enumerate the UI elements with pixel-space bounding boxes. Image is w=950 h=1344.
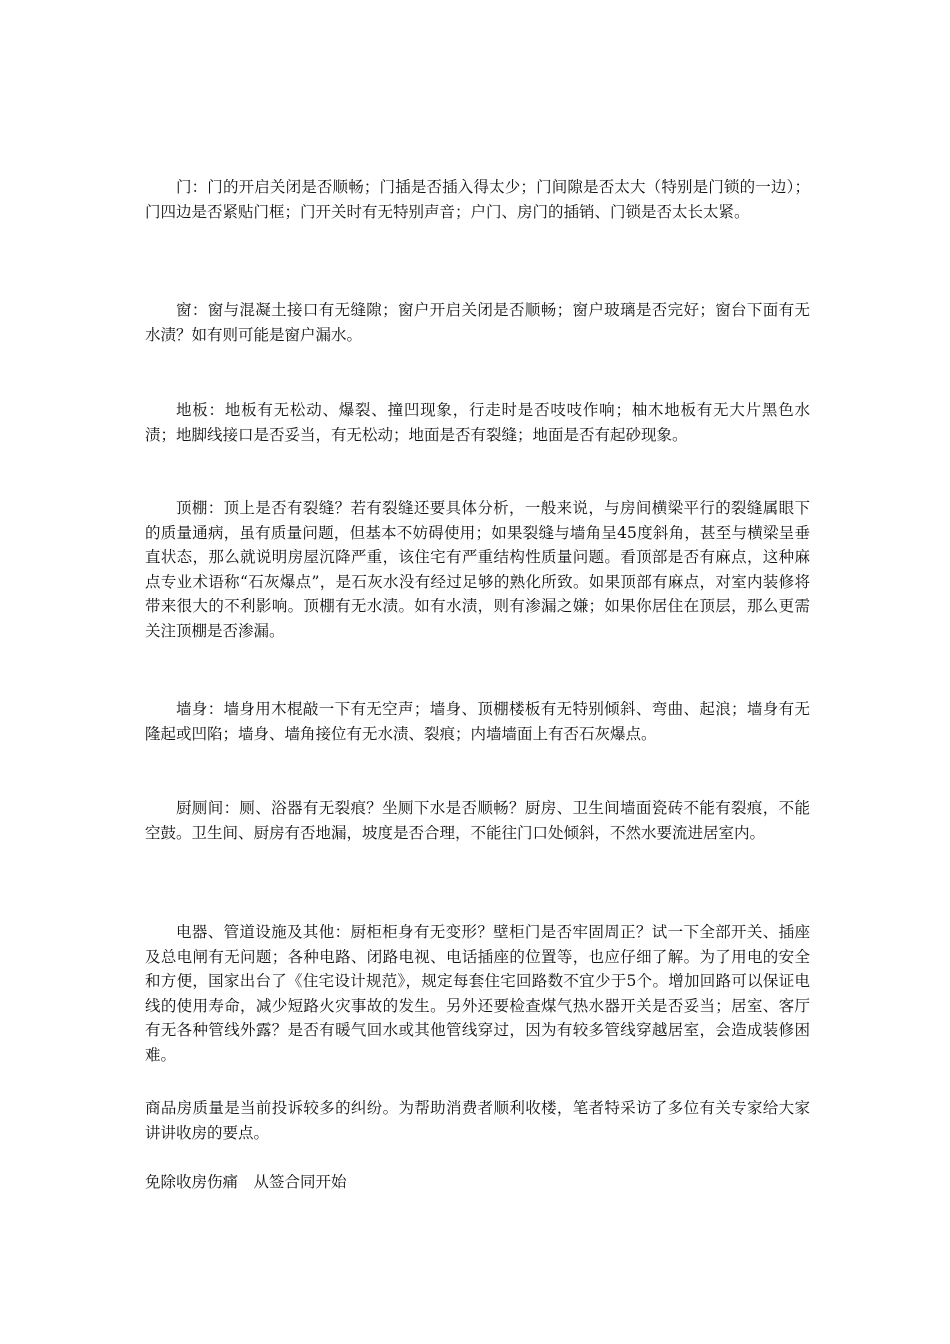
paragraph-utilities: 电器、管道设施及其他：厨柜柜身有无变形？壁柜门是否牢固周正？试一下全部开关、插座及总电闸有无问题；各种电路、闭路电视、电话插座的位置等，也应仔细了解。为了用电的安全和方便，国家出台了《住宅设计规范》，规定每套住宅回路数不宜少于5个。增加回路可以保证电线的使用寿命，减少短路火灾事故的发生。另外还要检查煤气热水器开关是否妥当；居室、客厅有无各种管线外露？是否有暖气回水或其他管线穿过，因为有较多管线穿越居室，会造成装修困难。 (145, 923, 810, 1064)
paragraph-window: 窗：窗与混凝土接口有无缝隙；窗户开启关闭是否顺畅；窗户玻璃是否完好；窗台下面有无水渍？如有则可能是窗户漏水。 (145, 301, 810, 344)
paragraph-door: 门：门的开启关闭是否顺畅；门插是否插入得太少；门间隙是否太大（特别是门锁的一边）；门四边是否紧贴门框；门开关时有无特别声音；户门、房门的插销、门锁是否太长太紧。 (145, 178, 810, 221)
paragraph-ceiling: 顶棚：顶上是否有裂缝？若有裂缝还要具体分析，一般来说，与房间横梁平行的裂缝属眼下的质量通病，虽有质量问题，但基本不妨碍使用；如果裂缝与墙角呈45度斜角，甚至与横梁呈垂直状态，那么就说明房屋沉降严重，该住宅有严重结构性质量问题。看顶部是否有麻点，这种麻点专业术语称“石灰爆点”，是石灰水没有经过足够的熟化所致。如果顶部有麻点，对室内装修将带来很大的不利影响。顶棚有无水渍。如有水渍，则有渗漏之嫌；如果你居住在顶层，那么更需关注顶棚是否渗漏。 (145, 499, 810, 640)
paragraph-bathroom: 厨厕间：厕、浴器有无裂痕？坐厕下水是否顺畅？厨房、卫生间墙面瓷砖不能有裂痕，不能空鼓。卫生间、厨房有否地漏，坡度是否合理，不能往门口处倾斜，不然水要流进居室内。 (145, 799, 810, 842)
paragraph-intro: 商品房质量是当前投诉较多的纠纷。为帮助消费者顺利收楼，笔者特采访了多位有关专家给大家讲讲收房的要点。 (145, 1099, 810, 1142)
paragraph-floor: 地板：地板有无松动、爆裂、撞凹现象，行走时是否吱吱作响；柚木地板有无大片黑色水渍；地脚线接口是否妥当，有无松动；地面是否有裂缝；地面是否有起砂现象。 (145, 401, 810, 444)
paragraph-wall: 墙身：墙身用木棍敲一下有无空声；墙身、顶棚楼板有无特别倾斜、弯曲、起浪；墙身有无隆起或凹陷；墙身、墙角接位有无水渍、裂痕；内墙墙面上有否石灰爆点。 (145, 700, 810, 743)
section-heading: 免除收房伤痛 从签合同开始 (145, 1173, 347, 1191)
